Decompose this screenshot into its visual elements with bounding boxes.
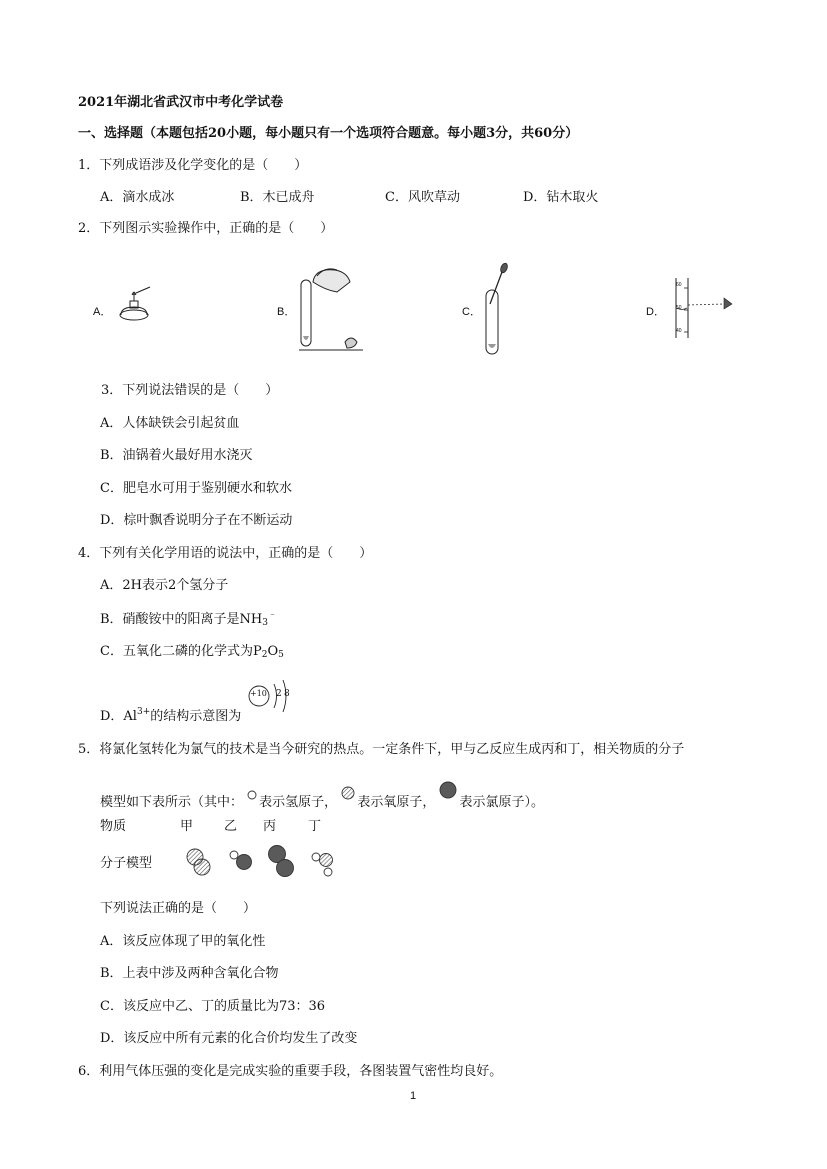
molecule-models — [184, 843, 354, 883]
q4-option-c-sub2: 5 — [278, 650, 284, 660]
q1-option-d: D．钻木取火 — [523, 190, 599, 205]
q1-option-c: C．风吹草动 — [385, 190, 460, 205]
q5-legend-chlorine: 表示氯原子）。 — [459, 795, 544, 810]
molecule-ding-h2o — [312, 853, 333, 876]
q4-option-d-tail: 的结构示意图为 — [150, 709, 242, 724]
question-4-stem: 4．下列有关化学用语的说法中，正确的是（ ） — [78, 546, 373, 561]
q5-legend-intro: 模型如下表所示（其中： — [100, 795, 244, 810]
atom-shell-2: 8 — [284, 689, 290, 699]
q3-option-d: D．棕叶飘香说明分子在不断运动 — [100, 513, 293, 528]
q5-option-d: D．该反应中所有元素的化合价均发生了改变 — [100, 1031, 358, 1046]
dropper-figure — [478, 262, 518, 357]
q4-option-c — [100, 640, 284, 660]
q5-option-a: A．该反应体现了甲的氧化性 — [100, 934, 266, 949]
q5-legend-hydrogen: 表示氢原子， — [259, 795, 338, 810]
table-header-ding: 丁 — [308, 819, 322, 834]
q2-label-b: B． — [277, 306, 296, 318]
page-number: 1 — [410, 1090, 417, 1102]
q4-option-c-text: C．五氧化二磷的化学式为P — [100, 644, 262, 659]
table-row-molecule-model: 分子模型 — [100, 856, 153, 871]
question-6-stem: 6．利用气体压强的变化是完成实验的重要手段，各图装置气密性均良好。 — [78, 1064, 503, 1079]
molecule-jia-o2 — [187, 849, 210, 875]
q4-option-b-sub: 3 — [262, 618, 268, 628]
q5-option-b: B．上表中涉及两种含氧化合物 — [100, 966, 279, 981]
q4-option-a: A．2H表示2个氢分子 — [100, 578, 229, 593]
table-header-jia: 甲 — [180, 819, 194, 834]
tick-40: 40 — [676, 328, 682, 334]
question-5-stem: 5．将氯化氢转化为氯气的技术是当今研究的热点。一定条件下，甲与乙反应生成丙和丁，相关物质的分子 — [78, 742, 685, 757]
q5-ask: 下列说法正确的是（ ） — [100, 901, 257, 916]
atom-shell-1: 2 — [276, 689, 282, 699]
q4-option-b-text: B．硝酸铵中的阳离子是NH — [100, 612, 263, 627]
q4-option-b — [100, 607, 277, 628]
hydrogen-atom-icon — [247, 790, 259, 800]
q5-legend-line — [100, 782, 544, 810]
q2-label-d: D． — [646, 306, 665, 318]
table-header-substance: 物质 — [100, 819, 127, 834]
q1-option-b: B．木已成舟 — [240, 190, 315, 205]
q4-option-c-mid: O — [267, 644, 279, 659]
table-header-yi: 乙 — [224, 819, 238, 834]
q3-option-a: A．人体缺铁会引起贫血 — [100, 416, 240, 431]
q5-legend-oxygen: 表示氧原子， — [357, 795, 436, 810]
q3-option-b: B．油锅着火最好用水浇灭 — [100, 448, 253, 463]
question-2-stem: 2．下列图示实验操作中，正确的是（ ） — [78, 221, 334, 236]
q1-option-a: A．滴水成冰 — [100, 190, 175, 205]
section-heading: 一、选择题（本题包括20小题，每小题只有一个选项符合题意。每小题3分，共60分） — [78, 126, 579, 141]
pouring-liquid-figure — [295, 262, 375, 354]
q4-option-d-sup: 3+ — [136, 707, 151, 717]
page-title: 2021年湖北省武汉市中考化学试卷 — [78, 95, 284, 110]
q2-label-c: C． — [462, 306, 481, 318]
q2-label-a: A． — [93, 306, 112, 318]
molecule-bing-cl2 — [269, 846, 294, 877]
q4-option-d-text: D．Al — [100, 709, 137, 724]
question-1-stem: 1．下列成语涉及化学变化的是（ ） — [78, 158, 308, 173]
question-3-stem: 3．下列说法错误的是（ ） — [101, 383, 279, 398]
atom-nucleus-charge: +10 — [250, 689, 267, 698]
oxygen-atom-icon — [341, 786, 357, 800]
q3-option-c: C．肥皂水可用于鉴别硬水和软水 — [100, 481, 292, 496]
q4-option-d — [100, 705, 241, 724]
alcohol-lamp-figure — [112, 285, 157, 325]
tick-50: 50 — [676, 305, 682, 311]
table-header-bing: 丙 — [263, 819, 277, 834]
molecule-yi-hcl — [230, 851, 252, 870]
chlorine-atom-icon — [439, 782, 459, 800]
q5-option-c: C．该反应中乙、丁的质量比为73：36 — [100, 999, 326, 1014]
q4-option-b-sup: ﹣ — [268, 610, 278, 620]
tick-60: 60 — [676, 282, 682, 288]
q4-option-c-sub1: 2 — [261, 650, 268, 660]
